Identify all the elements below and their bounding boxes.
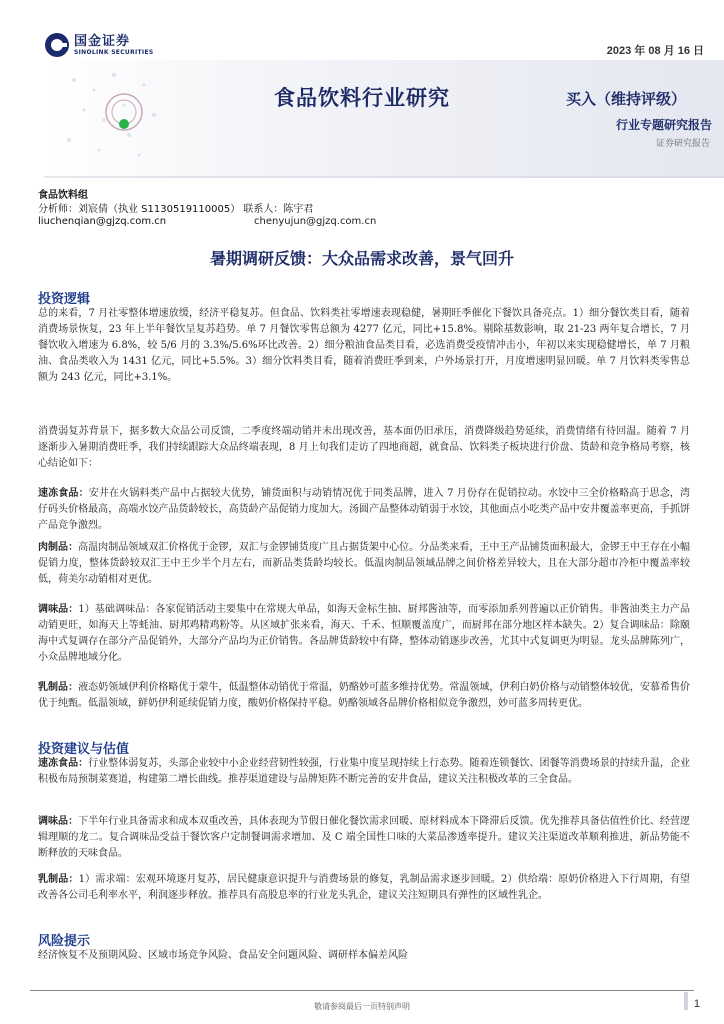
- paragraph-advice-seasoning: [38, 814, 690, 862]
- label-advice-frozen: 速冻食品：: [38, 758, 89, 769]
- text-seasoning: 1）基础调味品：各家促销活动主要集中在常规大单品，如海天金标生抽、厨邦酱油等，而零添加系列普遍以正价销售。非酱油类主力产品动销更旺，如海天上等蚝油、厨邦鸡精鸡粉等。从区域扩张来看，海天、千禾、恒顺覆盖度广，而厨邦在部分地区样本缺失。2）复合调味品：除颐海中式复调存在部分产品促销外，大部分产品均为正价销售。各品牌货龄较中有降，整体动销逐步改善，尤其中式复调更为明显。龙头品牌陈列广，小众品牌地域分化。: [38, 604, 690, 663]
- text-frozen-food: 安井在火锅料类产品中占据较大优势，铺货面积与动销情况优于同类品牌，进入 7 月份存在促销拉动。水饺中三全价格略高于思念，湾仔码头价格最高，高端水饺产品货龄较长，高货龄产品促销力度加大。汤圆产品整体动销弱于水饺，其他面点小吃类产品中安井覆盖率更高，手抓饼产品竞争激烈。: [38, 488, 690, 531]
- label-advice-dairy: 乳制品：: [38, 874, 79, 885]
- label-dairy: 乳制品：: [38, 682, 79, 693]
- report-headline: 暑期调研反馈：大众品需求改善，景气回升: [209, 249, 514, 268]
- text-advice-frozen: 行业整体弱复苏，头部企业较中小企业经营韧性较强，行业集中度呈现持续上行态势。随着连锁餐饮、团餐等消费场景的持续升温，企业积极布局预制菜赛道，构建第二增长曲线。推荐渠道建设与品牌矩阵不断完善的安井食品，建议关注积极改革的三全食品。: [38, 758, 690, 785]
- section-heading-advice: 投资建议与估值: [38, 742, 130, 757]
- text-advice-seasoning: 下半年行业具备需求和成本双重改善，具体表现为节假日催化餐饮需求回暖、原材料成本下降滞后反馈。优先推荐具备估值性价比、经营逻辑理顺的龙二。复合调味品受益于餐饮客户定制餐调需求增加、及 C 端全国性口味的大菜品渗透率提升。建议关注渠道改革顺利推进，新品势能不断释放的天味食品。: [38, 816, 690, 859]
- sector-label: 食品饮料组: [38, 190, 88, 201]
- paragraph-background: 消费弱复苏背景下，据多数大众品公司反馈，二季度终端动销并未出现改善，基本面仍旧承压，消费降级趋势延续，消费情绪有待回温。随着 7 月逐渐步入暑期消费旺季，我们持续跟踪大众品终端表现，8 月上旬我们走访了四地商超，就食品、饮料类子板块进行价盘、货龄和竞争格局考察，核心结论如下：: [38, 426, 690, 469]
- paragraph-risk: 经济恢复不及预期风险、区域市场竞争风险、食品安全问题风险、调研样本偏差风险: [38, 950, 408, 961]
- paragraph-dairy: [38, 680, 690, 712]
- page-number: 1: [693, 998, 700, 1010]
- logo-name-en: SINOLINK SECURITIES: [74, 48, 154, 56]
- report-tag: 证券研究报告: [655, 139, 710, 149]
- label-advice-seasoning: 调味品：: [38, 816, 79, 827]
- page-bar: [684, 992, 688, 1010]
- footer-divider: [30, 990, 694, 991]
- report-date: 2023 年 08 月 16 日: [606, 45, 704, 57]
- label-seasoning: 调味品：: [38, 604, 79, 615]
- label-meat: 肉制品：: [38, 542, 79, 553]
- paragraph-summary: 总的来看，7 月社零整体增速放缓，经济平稳复苏。但食品、饮料类社零增速表现稳健，暑期旺季催化下餐饮具备亮点。1）细分餐饮类目看，随着消费场景恢复，23 年上半年餐饮呈复苏趋势。单 7 月餐饮零售总额为 4277 亿元，同比+15.8%。剔除基数影响，取 21-23 两年复合增长，7 月餐饮收入增速为 6.8%，较 5/6 月的 3.3%/5.6%环比改善。2）细分粮油食品类目看，必选消费受疫情冲击小，年初以来实现稳健增长，单 7 月粮油、食品类收入为 1431 亿元，同比+5.5%。3）细分饮料类目看，随着消费旺季到来，户外场景打开，月度增速明显回暖。单 7 月饮料类零售总额为 243 亿元，同比+3.1%。: [38, 308, 690, 383]
- report-type: 行业专题研究报告: [615, 118, 712, 132]
- paragraph-advice-dairy: [38, 872, 690, 904]
- section-heading-risk: 风险提示: [38, 934, 91, 949]
- paragraph-frozen-food: [38, 486, 690, 534]
- text-dairy: 液态奶领域伊利价格略优于蒙牛，低温整体动销优于常温，奶酪妙可蓝多维持优势。常温领域，伊利白奶价格与动销整体较优，安慕希售价优于纯甄。低温领域，鲜奶伊利延续促销力度，酸奶价格保持平稳。奶酪领域各品牌价格相似竞争激烈，妙可蓝多周转更优。: [38, 682, 690, 709]
- page-title: 食品饮料行业研究: [274, 86, 450, 110]
- logo-icon: [44, 32, 70, 58]
- analyst-info: 分析师：刘宸倩（执业 S1130519110005） 联系人：陈宇君: [38, 204, 314, 215]
- contact-email[interactable]: chenyujun@gjzq.com.cn: [254, 216, 377, 227]
- paragraph-seasoning: [38, 602, 690, 666]
- section-heading-logic: 投资逻辑: [38, 292, 91, 307]
- rating-label: 买入（维持评级）: [565, 90, 686, 108]
- text-advice-dairy: 1）需求端：宏观环境逐月复苏，居民健康意识提升与消费场景的修复，乳制品需求逐步回暖。2）供给端：原奶价格进入下行周期，有望改善各公司毛利率水平，利润逐步释放。推荐具有高股息率的行业龙头乳企，建议关注短期具有弹性的区域性乳企。: [38, 874, 691, 901]
- paragraph-advice-frozen: [38, 756, 690, 788]
- label-frozen-food: 速冻食品：: [38, 488, 89, 499]
- company-logo: [44, 32, 153, 58]
- footer-disclaimer[interactable]: 敬请参阅最后一页特别声明: [314, 1002, 410, 1011]
- paragraph-meat: [38, 540, 690, 588]
- logo-name-cn: 国金证券: [74, 33, 131, 49]
- text-meat: 高温肉制品领域双汇价格优于金锣，双汇与金锣铺货度广且占据货架中心位。分品类来看，王中王产品铺货面积最大，金锣王中王存在小幅促销力度，整体货龄较双汇王中王少半个月左右，而新品类货龄均较长。低温肉制品领域品牌之间价格差异较大，且在大部分超市冷柜中覆盖率较低，荷美尔动销相对更优。: [38, 542, 690, 585]
- analyst-email[interactable]: liuchenqian@gjzq.com.cn: [38, 216, 167, 227]
